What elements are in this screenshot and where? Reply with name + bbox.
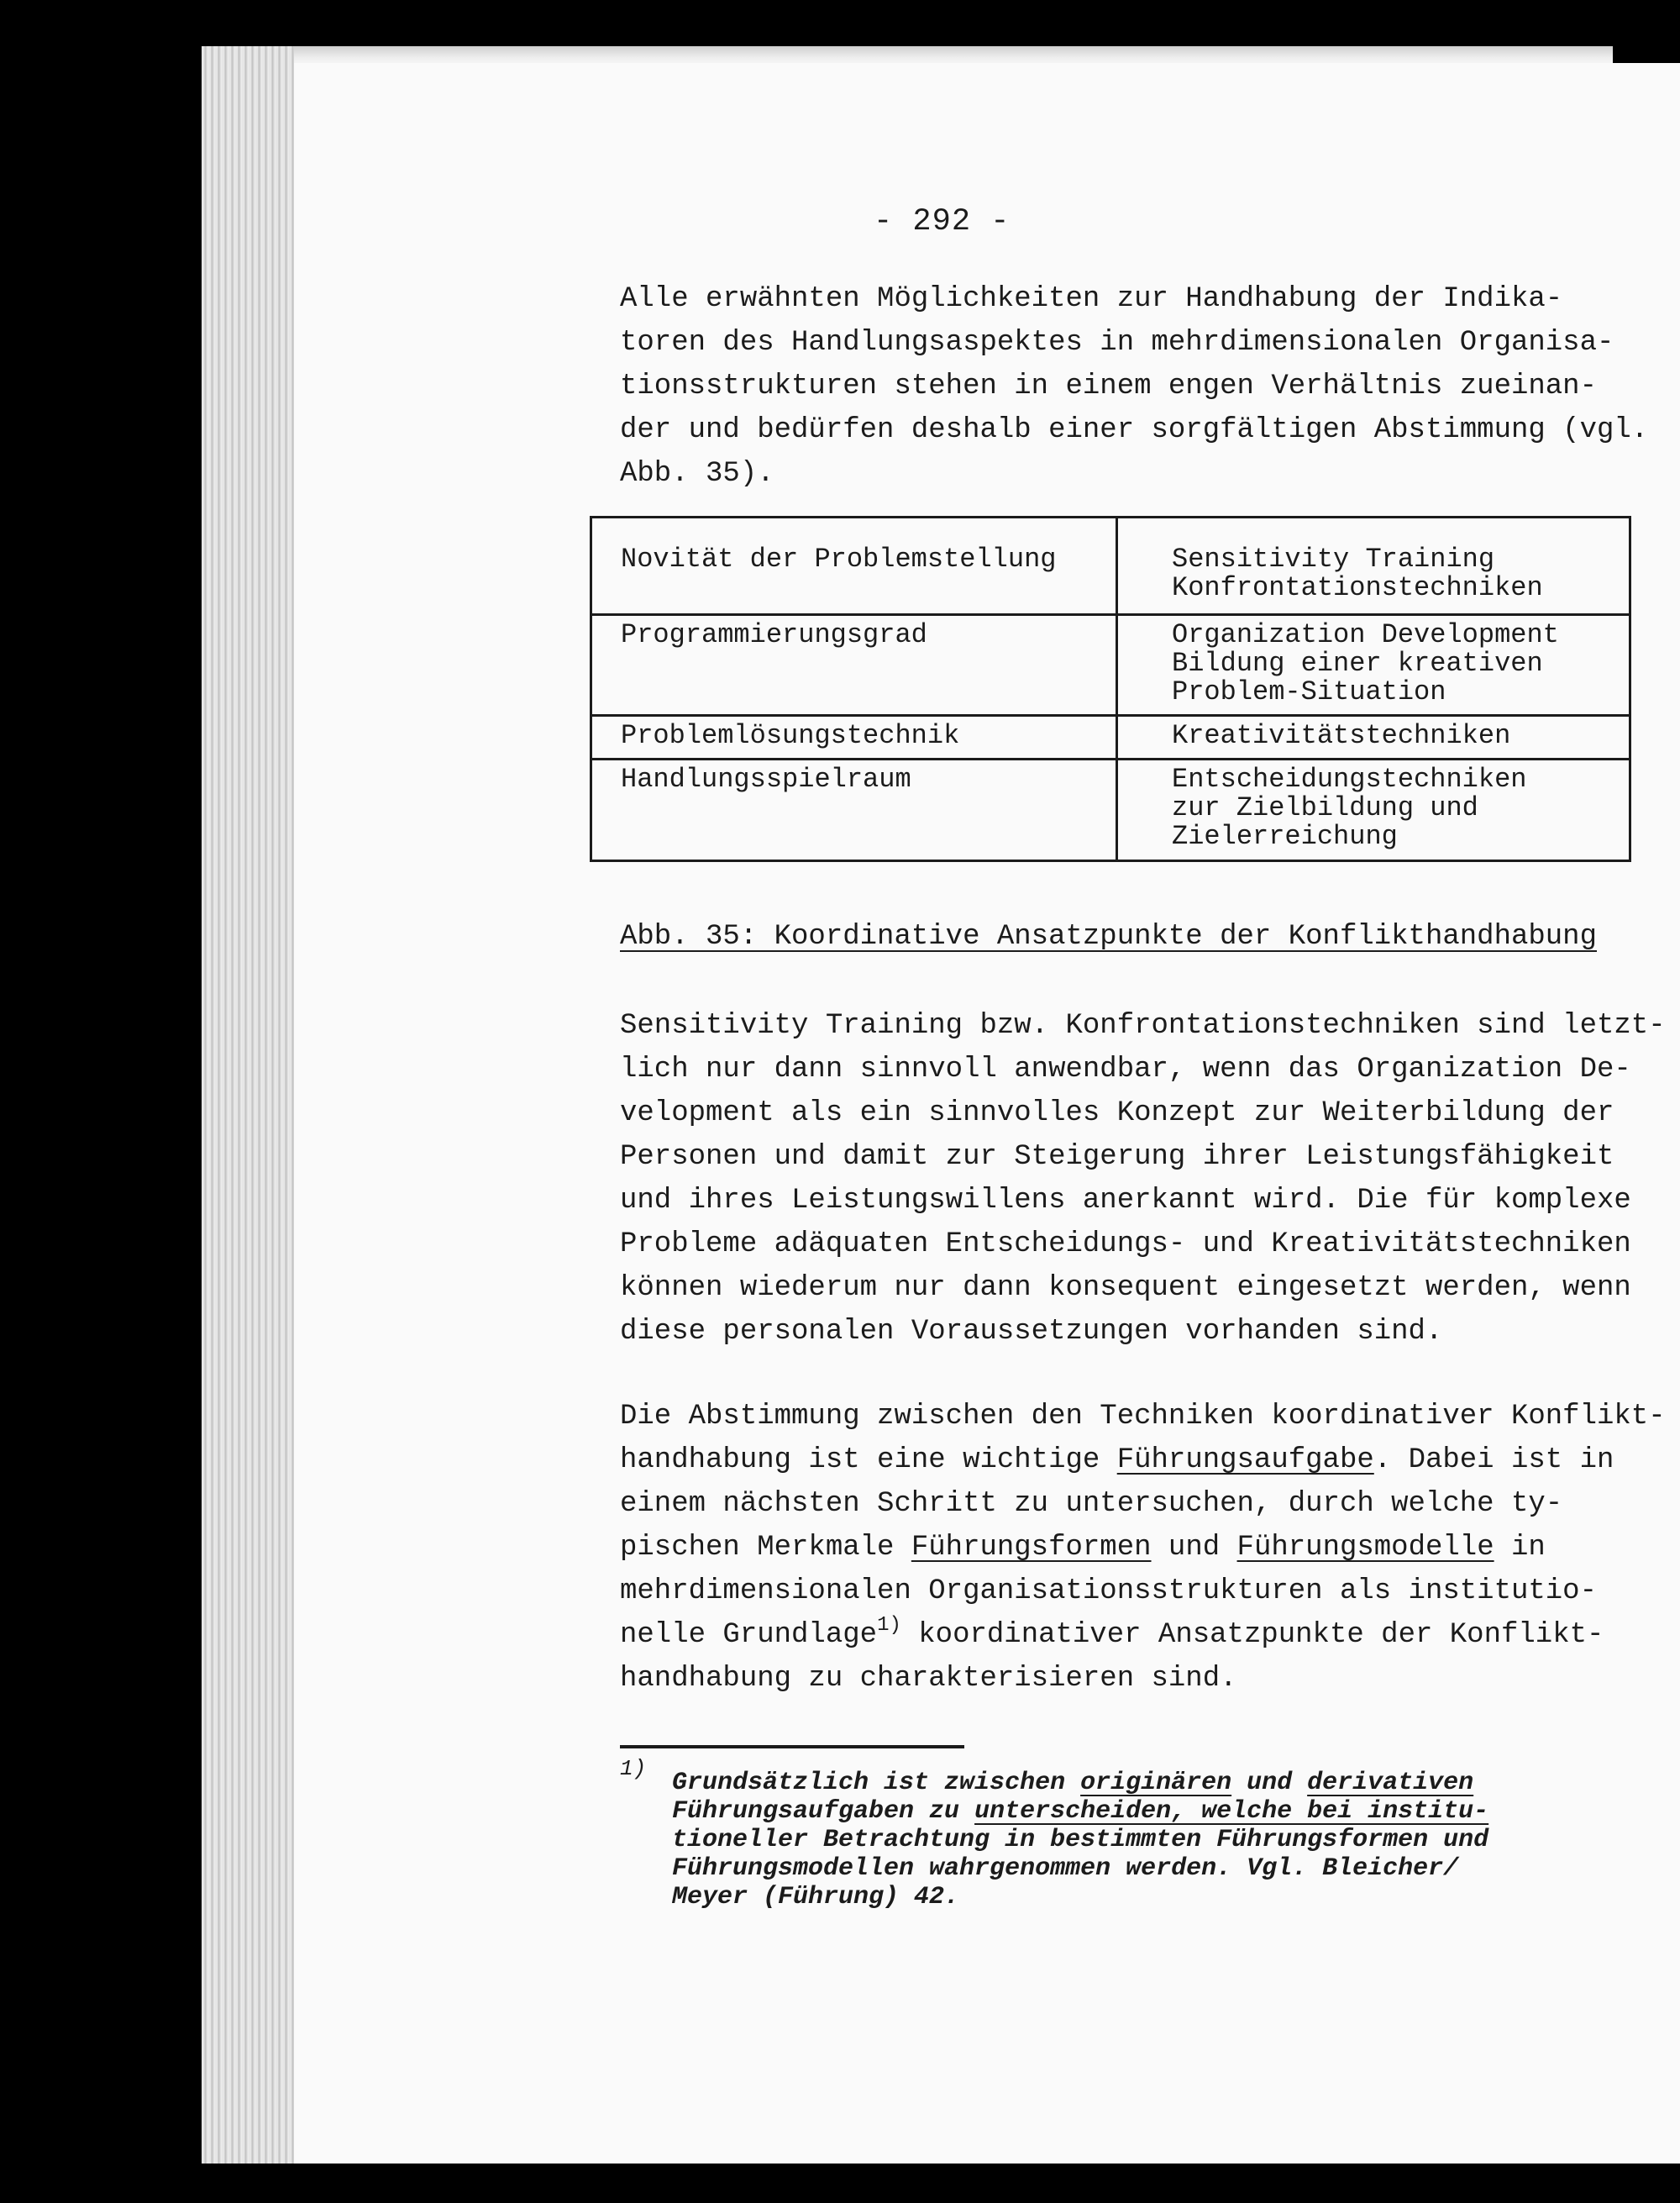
table-row-divider: [592, 613, 1629, 616]
table-row-divider: [592, 714, 1629, 717]
text-line: Probleme adäquaten Entscheidungs- und Kreativitätstechniken: [620, 1228, 1631, 1260]
text-line: handhabung zu charakterisieren sind.: [620, 1663, 1237, 1695]
figure-35-table: [590, 516, 1631, 862]
text-line: diese personalen Voraussetzungen vorhanden sind.: [620, 1316, 1443, 1348]
text-run: Führungsaufgaben zu: [672, 1797, 975, 1826]
underlined-term: derivativen: [1307, 1769, 1474, 1797]
footnote-line: Meyer (Führung) 42.: [672, 1883, 960, 1911]
text-line: mehrdimensionalen Organisationsstrukturen als institutio-: [620, 1575, 1597, 1607]
text-line: velopment als ein sinnvolles Konzept zur Weiterbildung der: [620, 1097, 1614, 1129]
table-cell-indicator: [621, 621, 927, 649]
cell-line: Problemlösungstechnik: [621, 720, 960, 751]
footnote-line: tioneller Betrachtung in bestimmten Führungsformen und: [672, 1826, 1489, 1854]
table-cell-technique: [1172, 722, 1510, 750]
text-run: . Dabei ist in: [1373, 1444, 1614, 1476]
intro-paragraph: [620, 277, 1653, 496]
text-line: Personen und damit zur Steigerung ihrer Leistungsfähigkeit: [620, 1141, 1614, 1173]
body-paragraph-1: [620, 1004, 1666, 1354]
footnote-separator: [620, 1745, 964, 1748]
text-run: und: [1231, 1769, 1308, 1797]
footnote-reference: 1): [877, 1614, 901, 1637]
text-line: tionsstrukturen stehen in einem engen Verhältnis zueinan-: [620, 371, 1597, 402]
text-line: toren des Handlungsaspektes in mehrdimensionalen Organisa-: [620, 327, 1614, 359]
text-line: [620, 1438, 1653, 1482]
cell-line: Entscheidungstechniken: [1172, 764, 1527, 795]
footnote: [672, 1769, 1488, 1911]
page-top-edge: [202, 46, 1613, 65]
footnote-line: Führungsmodellen wahrgenommen werden. Vgl. Bleicher/: [672, 1854, 1459, 1883]
text-line: [620, 1526, 1653, 1569]
text-line: der und bedürfen deshalb einer sorgfältigen Abstimmung (vgl.: [620, 414, 1649, 446]
cell-line: zur Zielbildung und: [1172, 792, 1478, 823]
cell-line: Programmierungsgrad: [621, 619, 927, 650]
page-stack-edge: [202, 46, 294, 2164]
table-cell-technique: [1172, 545, 1543, 602]
table-row-divider: [592, 758, 1629, 760]
underlined-term: unterscheiden, welche bei institu-: [974, 1797, 1489, 1826]
underlined-term: Führungsaufgabe: [1116, 1444, 1374, 1476]
cell-line: Problem-Situation: [1172, 676, 1446, 707]
text-line: Sensitivity Training bzw. Konfrontationstechniken sind letzt-: [620, 1010, 1666, 1042]
text-line: Abb. 35).: [620, 458, 774, 490]
cell-line: Handlungsspielraum: [621, 764, 911, 795]
footnote-line: [672, 1769, 1488, 1797]
text-run: pischen Merkmale: [620, 1532, 911, 1564]
table-cell-indicator: [621, 722, 959, 750]
text-run: nelle Grundlage: [620, 1619, 878, 1651]
cell-line: Kreativitätstechniken: [1172, 720, 1511, 751]
footnote-line: [672, 1797, 1488, 1826]
text-line: lich nur dann sinnvoll anwendbar, wenn das Organization De-: [620, 1054, 1631, 1086]
text-line: [620, 1613, 1653, 1657]
table-cell-indicator: [621, 765, 911, 794]
underlined-term: Führungsformen: [911, 1532, 1152, 1564]
table-column-divider: [1116, 518, 1118, 860]
text-line: und ihres Leistungswillens anerkannt wird. Die für komplexe: [620, 1185, 1631, 1217]
text-run: handhabung ist eine wichtige: [620, 1444, 1117, 1476]
text-run: in: [1494, 1532, 1546, 1564]
text-run: und: [1151, 1532, 1237, 1564]
text-run: koordinativer Ansatzpunkte der Konflikt-: [900, 1619, 1604, 1651]
underlined-term: originären: [1080, 1769, 1232, 1797]
cell-line: Novität der Problemstellung: [621, 544, 1057, 575]
figure-caption: Abb. 35: Koordinative Ansatzpunkte der Konflikthandhabung: [620, 921, 1597, 953]
text-line: Die Abstimmung zwischen den Techniken koordinativer Konflikt-: [620, 1401, 1666, 1433]
table-cell-technique: [1172, 621, 1559, 707]
text-line: Alle erwähnten Möglichkeiten zur Handhabung der Indika-: [620, 283, 1563, 315]
cell-line: Zielerreichung: [1172, 821, 1398, 852]
text-line: können wiederum nur dann konsequent eingesetzt werden, wenn: [620, 1272, 1631, 1304]
table-cell-technique: [1172, 765, 1526, 851]
cell-line: Konfrontationstechniken: [1172, 572, 1543, 603]
cell-line: Organization Development: [1172, 619, 1559, 650]
underlined-term: Führungsmodelle: [1236, 1532, 1494, 1564]
page-number: - 292 -: [874, 204, 1011, 239]
table-cell-indicator: [621, 545, 1056, 574]
body-paragraph-2: [620, 1395, 1666, 1701]
cell-line: Sensitivity Training: [1172, 544, 1495, 575]
text-run: Grundsätzlich ist zwischen: [672, 1769, 1081, 1797]
footnote-marker: 1): [620, 1756, 647, 1781]
cell-line: Bildung einer kreativen: [1172, 648, 1543, 679]
text-line: einem nächsten Schritt zu untersuchen, durch welche ty-: [620, 1488, 1563, 1520]
